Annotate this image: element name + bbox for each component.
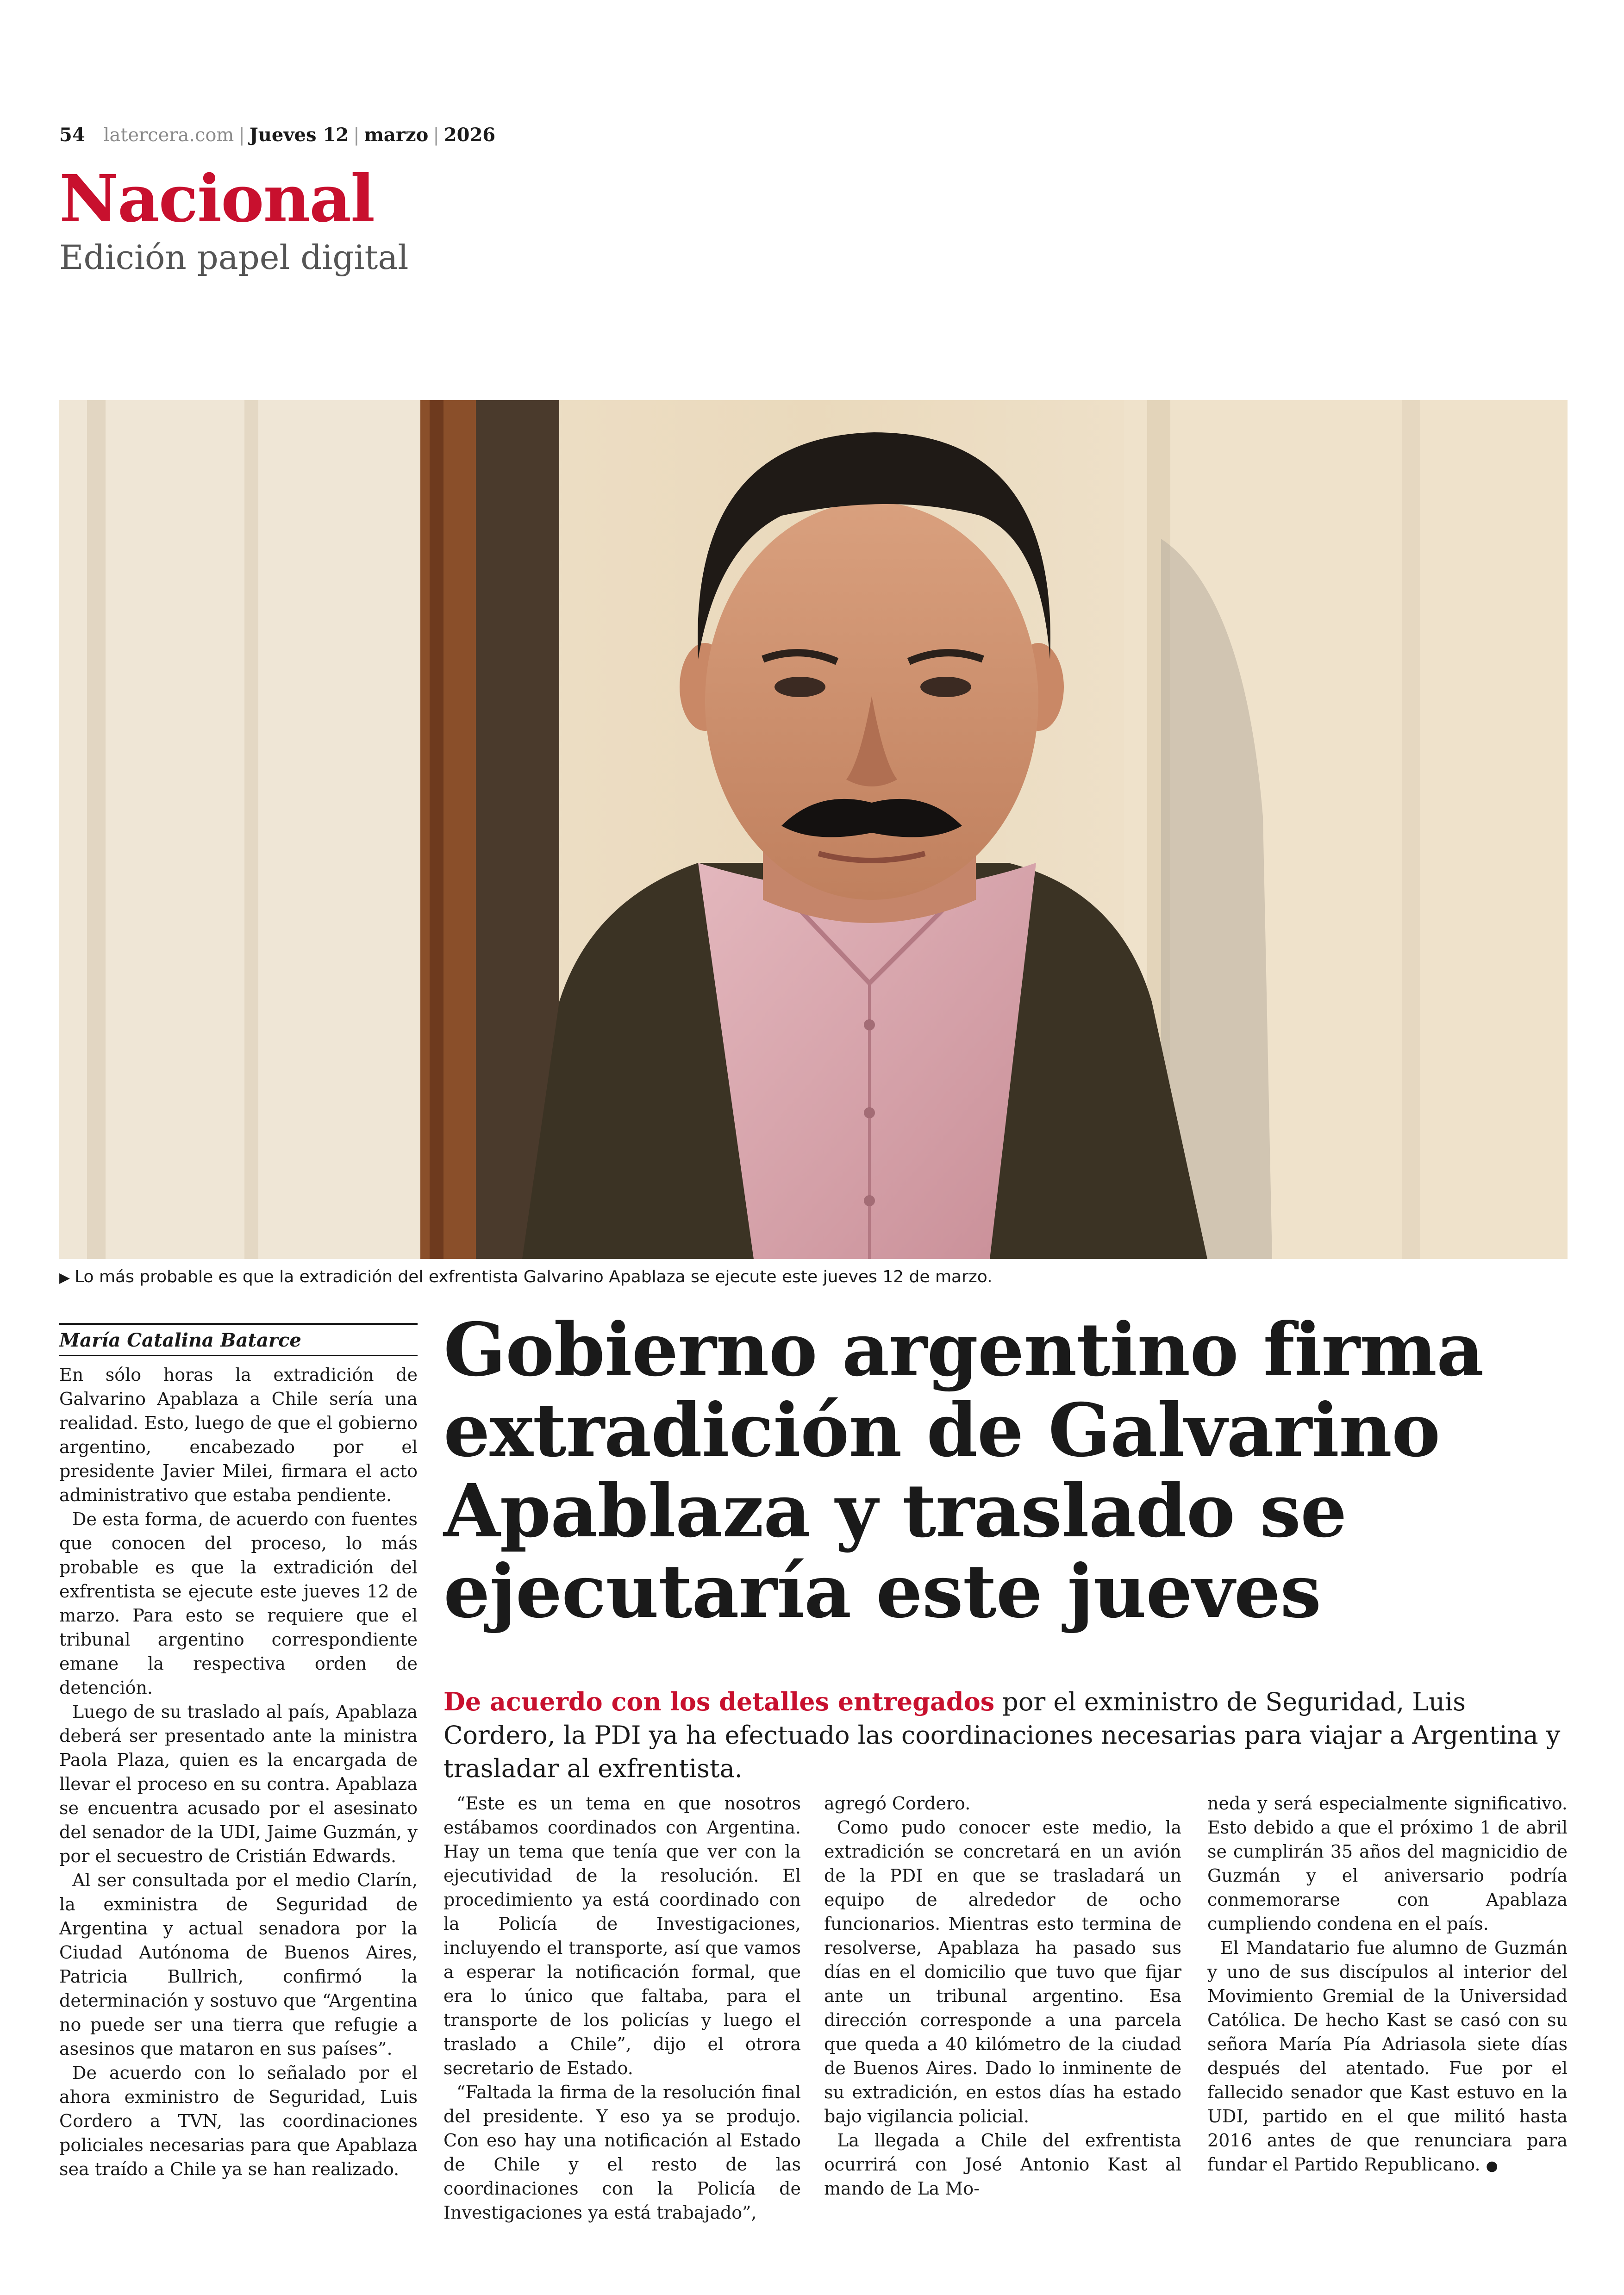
article-column-1 [59, 1363, 418, 2181]
paragraph: De acuerdo con lo señalado por el ahora exministro de Seguridad, Luis Cordero a TVN, las coordinaciones policiales necesarias para que Apablaza sea traído a Chile ya se han realizado. [59, 2063, 418, 2179]
paragraph: En sólo horas la extradición de Galvarino Apablaza a Chile sería una realidad. Esto, luego de que el gobierno argentino, encabezado por el presidente Javier Milei, firmara el acto administrativo que estaba pendiente. [59, 1365, 418, 1505]
end-mark-icon: ● [1486, 2158, 1498, 2174]
caption-text: Lo más probable es que la extradición del exfrentista Galvarino Apablaza se ejecute este jueves 12 de marzo. [75, 1267, 993, 1286]
paragraph: De esta forma, de acuerdo con fuentes que conocen del proceso, lo más probable es que la extradición del exfrentista se ejecute este jueves 12 de marzo. Para esto se requiere que el tribunal argentino correspondiente emane la respectiva orden de detención. [59, 1509, 418, 1698]
section-subtitle: Edición papel digital [59, 238, 409, 277]
portrait-photo-icon [59, 400, 1568, 1259]
paragraph-continued: neda y será especialmente significativo. Esto debido a que el próximo 1 de abril se cumplirán 35 años del magnicidio de Guzmán y el aniversario podría conmemorarse con Apablaza cumpliendo condena en el país. [1207, 1793, 1568, 1934]
article-column-4 [1207, 1791, 1568, 2178]
article-column-3 [824, 1791, 1181, 2201]
paragraph-continued: agregó Cordero. [824, 1793, 971, 1814]
divider: | [353, 125, 360, 146]
paragraph: Luego de su traslado al país, Apablaza deberá ser presentado ante la ministra Paola Plaza, quien es la encargada de llevar el proceso en su contra. Apablaza se encuentra acusado por el asesinato del senador de la UDI, Jaime Guzmán, y por el secuestro de Cristián Edwards. [59, 1702, 418, 1866]
article-photo [59, 400, 1568, 1259]
paragraph: Como pudo conocer este medio, la extradición se concretará en un avión de la PDI en que se trasladará un equipo de alrededor de ocho funcionarios. Mientras esto termina de resolverse, Apablaza ha pasado sus días en el domicilio que tuvo que fijar ante un tribunal argentino. Esa dirección corresponde a una parcela que queda a 40 kilómetro de la ciudad de Buenos Aires. Dado lo inminente de su extradición, en estos días ha estado bajo vigilancia policial. [824, 1817, 1181, 2127]
date-month: marzo [364, 124, 429, 146]
paragraph: Al ser consultada por el medio Clarín, la exministra de Seguridad de Argentina y actual senadora por la Ciudad Autónoma de Buenos Aires, Patricia Bullrich, confirmó la determinación y sostuvo que “Argentina no puede ser una tierra que refugie a asesinos que mataron en sus países”. [59, 1870, 418, 2059]
deck-lead: De acuerdo con los detalles entregados [443, 1687, 995, 1716]
caption-arrow-icon: ▶ [59, 1270, 70, 1286]
divider: | [238, 125, 245, 146]
photo-caption [59, 1267, 1568, 1286]
deck [443, 1685, 1568, 1785]
paragraph: “Faltada la firma de la resolución final del presidente. Y eso ya se produjo. Con eso hay una notificación al Estado de Chile y el resto de las coordinaciones con la Policía de Investigaciones ya está trabajado”, [443, 2082, 801, 2223]
section-title: Nacional [59, 161, 375, 237]
headline: Gobierno argentino firma extradición de Galvarino Apablaza y traslado se ejecutaría este jueves [443, 1307, 1484, 1634]
paragraph: La llegada a Chile del exfrentista ocurrirá con José Antonio Kast al mando de La Mo- [824, 2130, 1181, 2199]
byline: María Catalina Batarce [59, 1323, 418, 1356]
site-name[interactable]: latercera.com [103, 125, 234, 146]
deck-text: por el exministro de Seguridad, Luis Cordero, la PDI ya ha efectuado las coordinaciones necesarias para viajar a Argentina y trasladar al exfrentista. [443, 1687, 1561, 1783]
paragraph-text: El Mandatario fue alumno de Guzmán y uno de sus discípulos al interior del Movimiento Gremial de la Universidad Católica. De hecho Kast se casó con su señora María Pía Adriasola siete días después del atentado. Fue por el fallecido senador que Kast estuvo en la UDI, partido en el que militó hasta 2016 antes de que renunciara para fundar el Partido Republicano. [1207, 1938, 1568, 2175]
divider: | [433, 125, 439, 146]
date-day: Jueves 12 [249, 124, 349, 146]
date-year: 2026 [443, 124, 496, 146]
page-number: 54 [59, 124, 85, 146]
paragraph-last [1207, 1936, 1568, 2178]
paragraph: “Este es un tema en que nosotros estábamos coordinados con Argentina. Hay un tema que tenía que ver con la ejecutividad de la resolución. El procedimiento ya está coordinado con la Policía de Investigaciones, incluyendo el transporte, así que vamos a esperar la notificación formal, que era lo único que faltaba, para el transporte de los policías y luego el traslado a Chile”, dijo el otrora secretario de Estado. [443, 1793, 801, 2078]
article-column-2 [443, 1791, 801, 2225]
folio [59, 124, 495, 146]
